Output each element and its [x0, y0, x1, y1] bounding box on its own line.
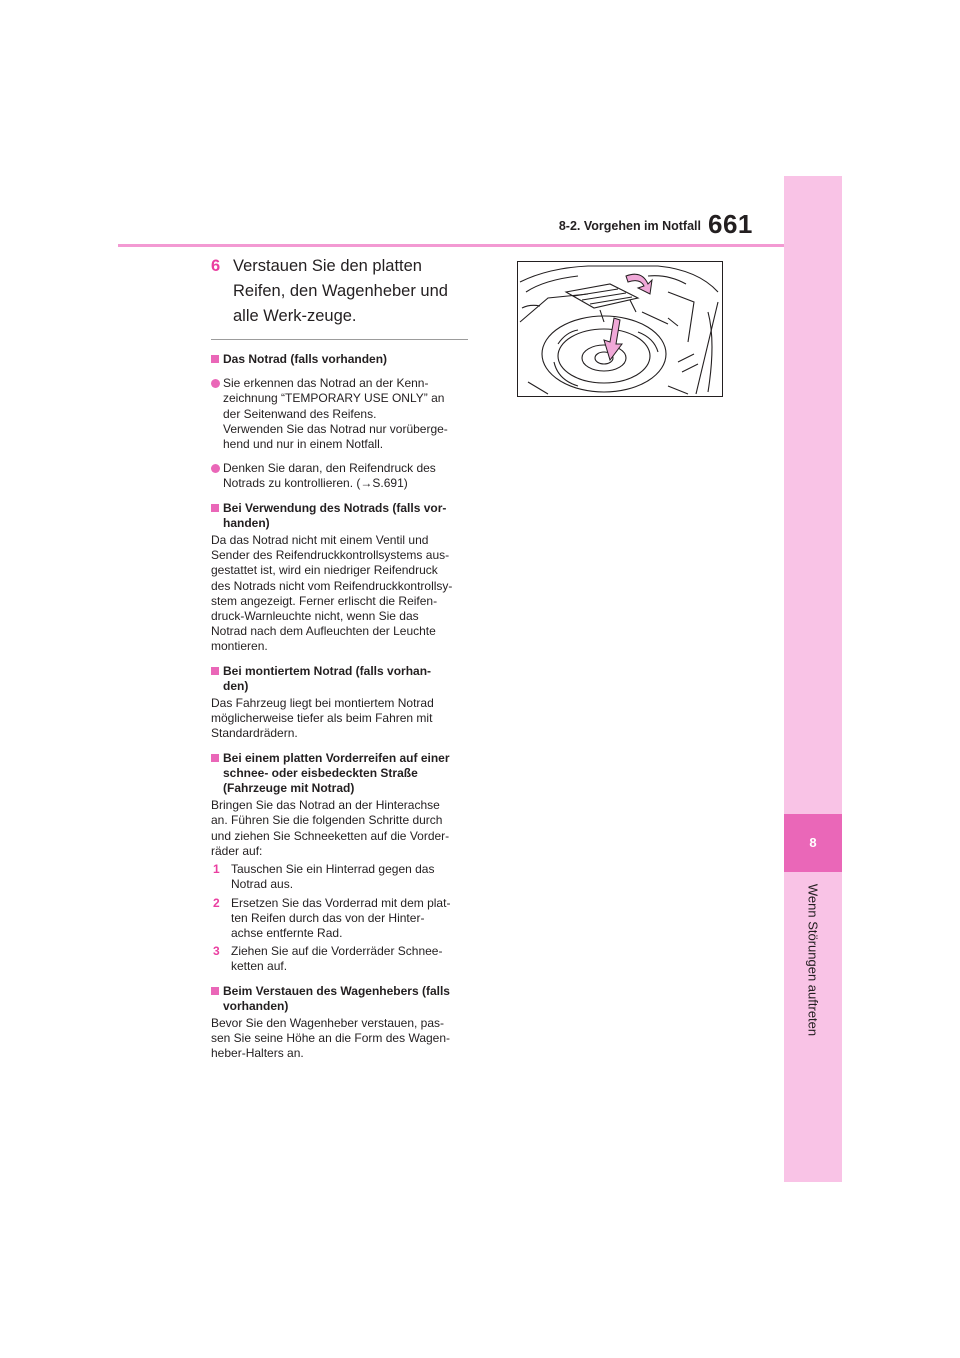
snow-step-1: [211, 862, 468, 892]
heading-spare-tire: Das Notrad (falls vorhanden): [211, 352, 468, 367]
trunk-spare-tire-jack-drawing: [518, 262, 722, 396]
heading-snow-road: Bei einem platten Vorderreifen auf einer schnee- oder eisbedeckten Straße (Fahrzeuge mit Notrad): [211, 751, 468, 797]
trunk-illustration: [517, 261, 723, 397]
step-number: 6: [211, 257, 221, 275]
page-number: 661: [708, 209, 753, 239]
notes-column: [211, 343, 468, 1062]
bullet-marking: Sie erkennen das Notrad an der Kenn- zeichnung “TEMPORARY USE ONLY” an der Seitenwand des Reifens. Verwenden Sie das Notrad nur vorüberge- hend und nur in einem Notfall.: [211, 376, 468, 452]
step-text: Ersetzen Sie das Vorderrad mit dem plat- ten Reifen durch das von der Hinter- achse entfernte Rad.: [231, 895, 451, 940]
snow-step-3: [211, 944, 468, 974]
heading-mounted-spare: Bei montiertem Notrad (falls vorhan- den): [211, 664, 468, 694]
step-number: 1: [213, 862, 220, 877]
step-text: Ziehen Sie auf die Vorderräder Schnee- ketten auf.: [231, 944, 443, 974]
step-number: 3: [213, 944, 220, 959]
heading-stowing-jack: Beim Verstauen des Wagenhebers (falls vorhanden): [211, 984, 468, 1014]
para-stowing-jack: Bevor Sie den Wagenheber verstauen, pas- sen Sie seine Höhe an die Form des Wagen- heber-Halters an.: [211, 1015, 451, 1061]
bullet-pressure: Denken Sie daran, den Reifendruck des Notrads zu kontrollieren. (→S.691): [211, 461, 468, 491]
step-text: Verstauen Sie den platten Reifen, den Wagenheber und alle Werk-zeuge.: [233, 257, 448, 325]
snow-step-2: [211, 896, 468, 942]
para-using-spare: Da das Notrad nicht mit einem Ventil und Sender des Reifendruckkontrollsystems aus- gestattet ist, wird ein niedriger Reifendruck des Notrads nicht vom Reifendruckkontrollsy- stem angezeigt. Ferner erlischt die Reifen- druck-Warnleuchte nicht, wenn Sie das Notrad nach dem Aufleuchten der Leuchte montieren.: [211, 533, 453, 654]
chapter-title: Wenn Störungen auftreten: [805, 883, 821, 1037]
section-label: 8-2. Vorgehen im Notfall: [558, 219, 701, 233]
chapter-number: 8: [809, 835, 817, 850]
heading-using-spare: Bei Verwendung des Notrads (falls vor- handen): [211, 501, 468, 531]
step-6: [211, 254, 471, 329]
step-number: 2: [213, 895, 220, 910]
para-snow-road: Bringen Sie das Notrad an der Hinterachse an. Führen Sie die folgenden Schritte durch und ziehen Sie Schneeketten auf die Vorder- räder auf:: [211, 798, 450, 858]
divider: [211, 339, 468, 340]
step-text: Tauschen Sie ein Hinterrad gegen das Notrad aus.: [231, 862, 435, 892]
para-mounted-spare: Das Fahrzeug liegt bei montiertem Notrad möglicherweise tiefer als beim Fahren mit Standardrädern.: [211, 696, 434, 741]
header-rule: [118, 244, 784, 247]
